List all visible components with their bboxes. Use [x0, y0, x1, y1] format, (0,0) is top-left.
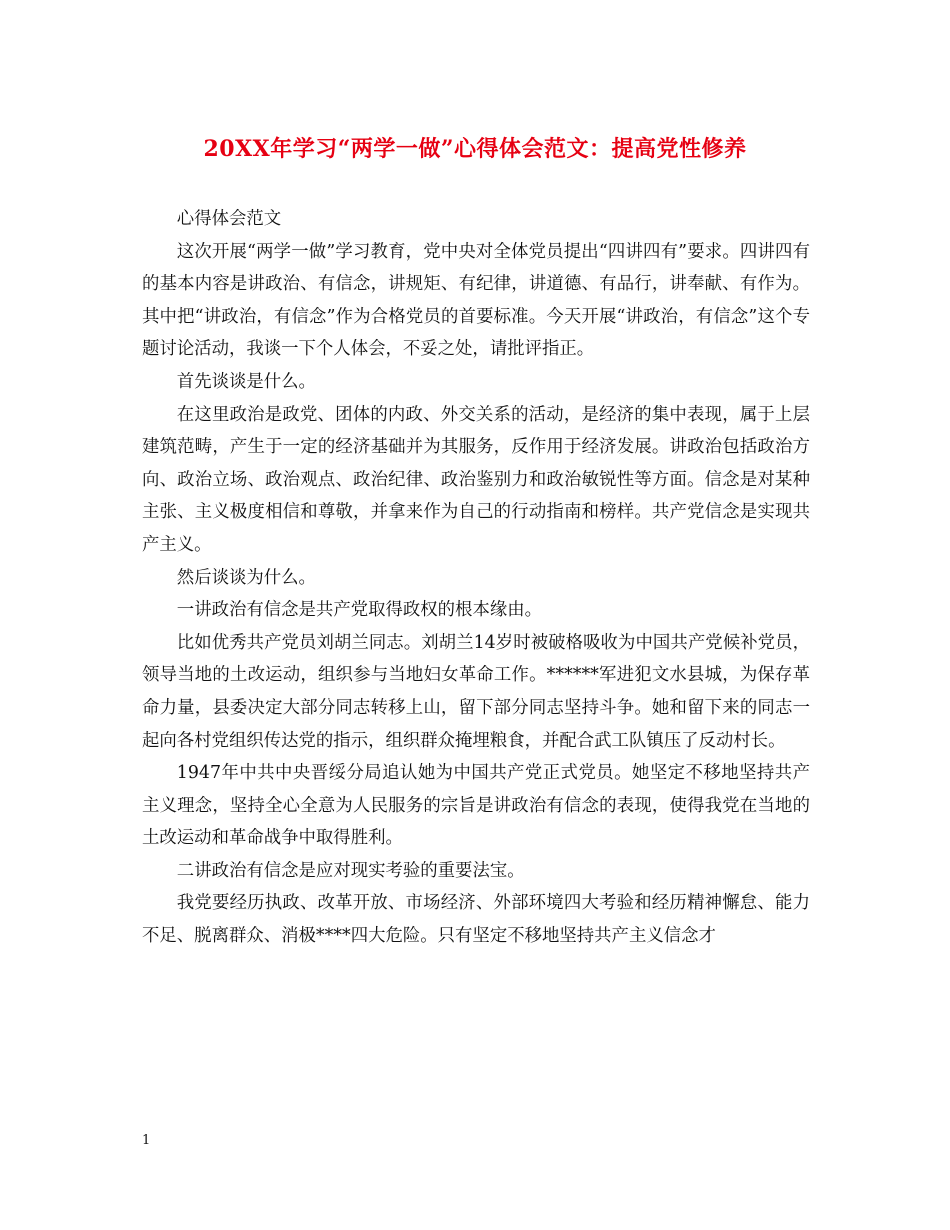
- paragraph: 这次开展“两学一做”学习教育，党中央对全体党员提出“四讲四有”要求。四讲四有的基本内容是讲政治、有信念，讲规矩、有纪律，讲道德、有品行，讲奉献、有作为。其中把“讲政治，有信念”作为合格党员的首要标准。今天开展“讲政治，有信念”这个专题讨论活动，我谈一下个人体会，不妥之处，请批评指正。: [142, 241, 810, 360]
- paragraph: 二讲政治有信念是应对现实考验的重要法宝。: [176, 860, 525, 881]
- paragraph-heading: 心得体会范文: [176, 209, 282, 229]
- page-number: 1: [142, 1133, 151, 1148]
- document-title: 20XX年学习“两学一做”心得体会范文：提高党性修养: [203, 136, 747, 162]
- paragraph: 首先谈谈是什么。: [176, 371, 316, 392]
- paragraph: 在这里政治是政党、团体的内政、外交关系的活动，是经济的集中表现，属于上层建筑范畴，产生于一定的经济基础并为其服务，反作用于经济发展。讲政治包括政治方向、政治立场、政治观点、政治纪律、政治鉴别力和政治敏锐性等方面。信念是对某种主张、主义极度相信和尊敬，并拿来作为自己的行动指南和榜样。共产党信念是实现共产主义。: [142, 404, 810, 555]
- paragraph: 1947年中共中央晋绥分局追认她为中国共产党正式党员。她坚定不移地坚持共产主义理念，坚持全心全意为人民服务的宗旨是讲政治有信念的表现，使得我党在当地的土改运动和革命战争中取得胜利。: [142, 763, 810, 849]
- document-body: [142, 203, 810, 953]
- paragraph: 然后谈谈为什么。: [176, 567, 316, 588]
- paragraph: 一讲政治有信念是共产党取得政权的根本缘由。: [176, 600, 543, 621]
- paragraph: 比如优秀共产党员刘胡兰同志。刘胡兰14岁时被破格吸收为中国共产党候补党员，领导当地的土改运动，组织参与当地妇女革命工作。******军进犯文水县城，为保存革命力量，县委决定大部分同志转移上山，留下部分同志坚持斗争。她和留下来的同志一起向各村党组织传达党的指示，组织群众掩埋粮食，并配合武工队镇压了反动村长。: [142, 632, 810, 751]
- paragraph: 我党要经历执政、改革开放、市场经济、外部环境四大考验和经历精神懈怠、能力不足、脱离群众、消极****四大危险。只有坚定不移地坚持共产主义信念才: [142, 893, 810, 947]
